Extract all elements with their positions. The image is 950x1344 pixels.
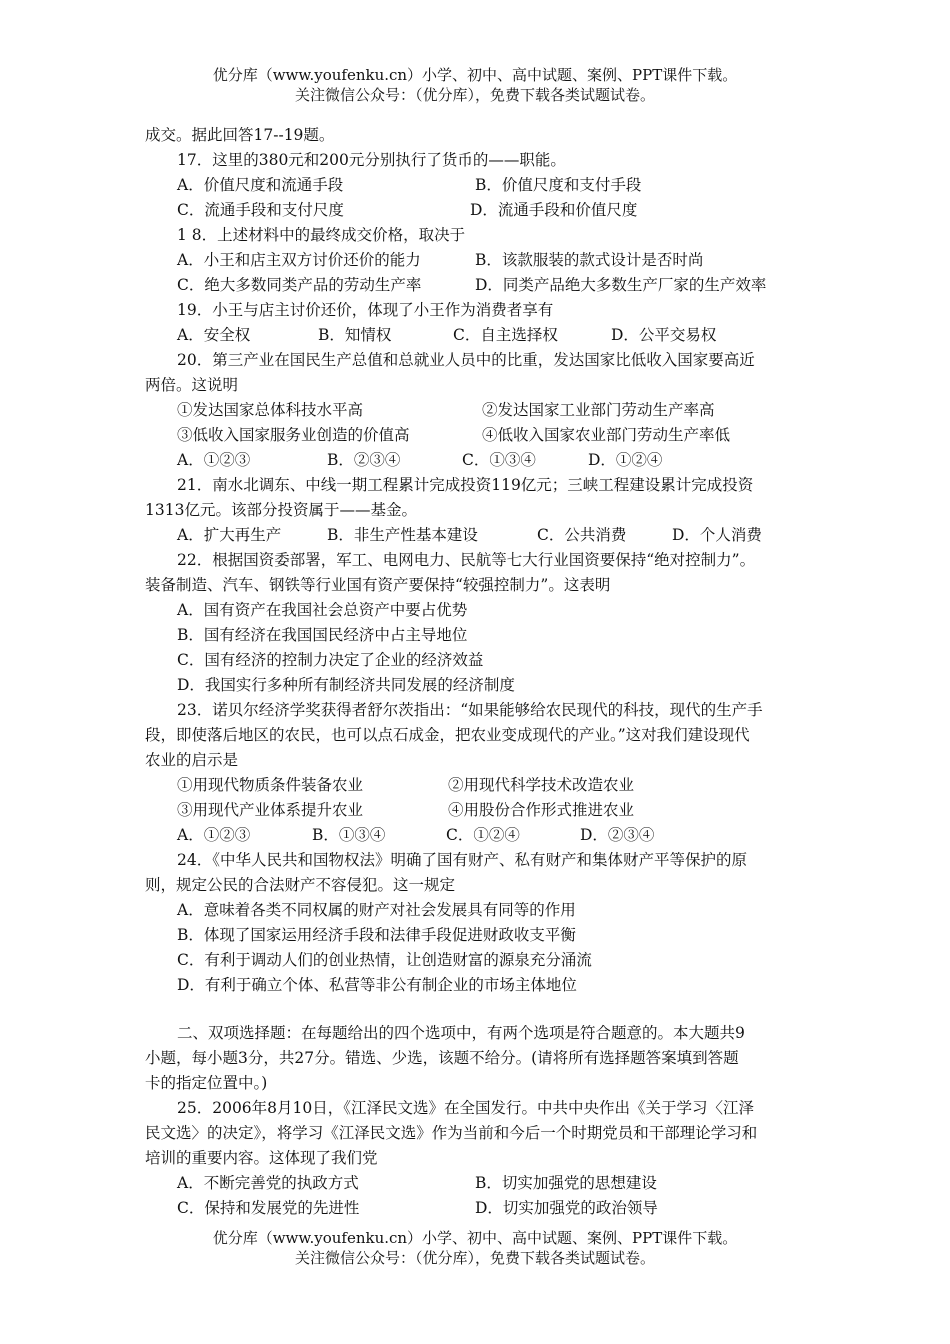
q18-option-a: A．小王和店主双方讨价还价的能力 (177, 251, 421, 269)
q20-item-4: ④低收入国家农业部门劳动生产率低 (482, 426, 731, 444)
q24-stem-line-2: 则，规定公民的合法财产不容侵犯。这一规定 (145, 876, 456, 894)
q25-stem-line-2: 民文选〉的决定》，将学习《江泽民文选》作为当前和今后一个时期党员和干部理论学习和 (145, 1124, 758, 1142)
q25-option-c: C．保持和发展党的先进性 (177, 1199, 360, 1217)
header-line-2: 关注微信公众号：（优分库），免费下载各类试题试卷。 (294, 86, 655, 104)
q18-stem: 1 8．上述材料中的最终成交价格，取决于 (177, 226, 466, 244)
q23-item-3: ③用现代产业体系提升农业 (177, 801, 364, 819)
q23-item-1: ①用现代物质条件装备农业 (177, 776, 364, 794)
q21-option-c: C．公共消费 (537, 526, 627, 544)
q18-option-b: B．该款服装的款式设计是否时尚 (475, 251, 704, 269)
q22-option-a: A．国有资产在我国社会总资产中要占优势 (177, 601, 468, 619)
q22-option-c: C．国有经济的控制力决定了企业的经济效益 (177, 651, 484, 669)
q17-option-c: C．流通手段和支付尺度 (177, 201, 344, 219)
q23-option-c: C．①②④ (446, 826, 520, 844)
q20-item-2: ②发达国家工业部门劳动生产率高 (482, 401, 715, 419)
q18-option-c: C．绝大多数同类产品的劳动生产率 (177, 276, 422, 294)
q24-option-c: C．有利于调动人们的创业热情，让创造财富的源泉充分涌流 (177, 951, 592, 969)
q25-option-b: B．切实加强党的思想建设 (475, 1174, 657, 1192)
q17-stem: 17．这里的380元和200元分别执行了货币的——职能。 (177, 151, 566, 169)
q23-option-b: B．①③④ (312, 826, 386, 844)
q22-option-b: B．国有经济在我国国民经济中占主导地位 (177, 626, 468, 644)
q23-stem-line-2: 段，即使落后地区的农民，也可以点石成金，把农业变成现代的产业。”这对我们建设现代 (145, 726, 750, 744)
q22-option-d: D．我国实行多种所有制经济共同发展的经济制度 (177, 676, 515, 694)
q24-option-b: B．体现了国家运用经济手段和法律手段促进财政收支平衡 (177, 926, 576, 944)
q25-option-a: A．不断完善党的执政方式 (177, 1174, 359, 1192)
section2-line-2: 小题，每小题3分，共27分。错选、少选，该题不给分。(请将所有选择题答案填到答题 (145, 1049, 739, 1067)
q22-stem-line-2: 装备制造、汽车、钢铁等行业国有资产要保持“较强控制力”。这表明 (145, 576, 611, 594)
q24-option-d: D．有利于确立个体、私营等非公有制企业的市场主体地位 (177, 976, 577, 994)
q23-item-4: ④用股份合作形式推进农业 (448, 801, 635, 819)
q20-option-d: D．①②④ (588, 451, 663, 469)
q20-stem-line-1: 20．第三产业在国民生产总值和总就业人员中的比重，发达国家比低收入国家要高近 (177, 351, 755, 369)
q19-option-c: C．自主选择权 (453, 326, 558, 344)
q21-option-b: B．非生产性基本建设 (327, 526, 478, 544)
q20-option-b: B．②③④ (327, 451, 401, 469)
q20-item-1: ①发达国家总体科技水平高 (177, 401, 364, 419)
header-line-1: 优分库（www.youfenku.cn）小学、初中、高中试题、案例、PPT课件下载。 (212, 66, 738, 84)
q23-option-d: D．②③④ (580, 826, 655, 844)
q17-option-b: B．价值尺度和支付手段 (475, 176, 642, 194)
q23-option-a: A．①②③ (177, 826, 251, 844)
q23-stem-line-3: 农业的启示是 (145, 751, 239, 769)
q20-stem-line-2: 两倍。这说明 (145, 376, 239, 394)
q17-option-a: A．价值尺度和流通手段 (177, 176, 344, 194)
q25-stem-line-3: 培训的重要内容。这体现了我们党 (145, 1149, 378, 1167)
q23-stem-line-1: 23．诺贝尔经济学奖获得者舒尔茨指出：“如果能够给农民现代的科技，现代的生产手 (177, 701, 763, 719)
q25-option-d: D．切实加强党的政治领导 (475, 1199, 658, 1217)
q22-stem-line-1: 22．根据国资委部署，军工、电网电力、民航等七大行业国资要保持“绝对控制力”。 (177, 551, 756, 569)
q24-option-a: A．意味着各类不同权属的财产对社会发展具有同等的作用 (177, 901, 576, 919)
q21-option-d: D．个人消费 (672, 526, 762, 544)
q20-option-a: A．①②③ (177, 451, 251, 469)
q20-item-3: ③低收入国家服务业创造的价值高 (177, 426, 410, 444)
q19-option-a: A．安全权 (177, 326, 251, 344)
q25-stem-line-1: 25．2006年8月10日，《江泽民文选》在全国发行。中共中央作出《关于学习〈江泽 (177, 1099, 755, 1117)
intro-text: 成交。据此回答17--19题。 (145, 126, 335, 144)
section2-line-3: 卡的指定位置中。) (145, 1074, 268, 1092)
q21-stem-line-1: 21．南水北调东、中线一期工程累计完成投资119亿元；三峡工程建设累计完成投资 (177, 476, 754, 494)
q21-option-a: A．扩大再生产 (177, 526, 282, 544)
footer-line-2: 关注微信公众号：（优分库），免费下载各类试题试卷。 (294, 1249, 655, 1267)
q20-option-c: C．①③④ (462, 451, 536, 469)
q19-stem: 19．小王与店主讨价还价，体现了小王作为消费者享有 (177, 301, 554, 319)
footer-line-1: 优分库（www.youfenku.cn）小学、初中、高中试题、案例、PPT课件下载。 (212, 1229, 738, 1247)
q21-stem-line-2: 1313亿元。该部分投资属于——基金。 (145, 501, 417, 519)
q24-stem-line-1: 24．《中华人民共和国物权法》明确了国有财产、私有财产和集体财产平等保护的原 (177, 851, 747, 869)
q19-option-b: B．知情权 (318, 326, 392, 344)
q17-option-d: D．流通手段和价值尺度 (470, 201, 638, 219)
q19-option-d: D．公平交易权 (611, 326, 717, 344)
q23-item-2: ②用现代科学技术改造农业 (448, 776, 635, 794)
section2-line-1: 二、双项选择题：在每题给出的四个选项中，有两个选项是符合题意的。本大题共9 (177, 1024, 745, 1042)
q18-option-d: D．同类产品绝大多数生产厂家的生产效率 (475, 276, 767, 294)
